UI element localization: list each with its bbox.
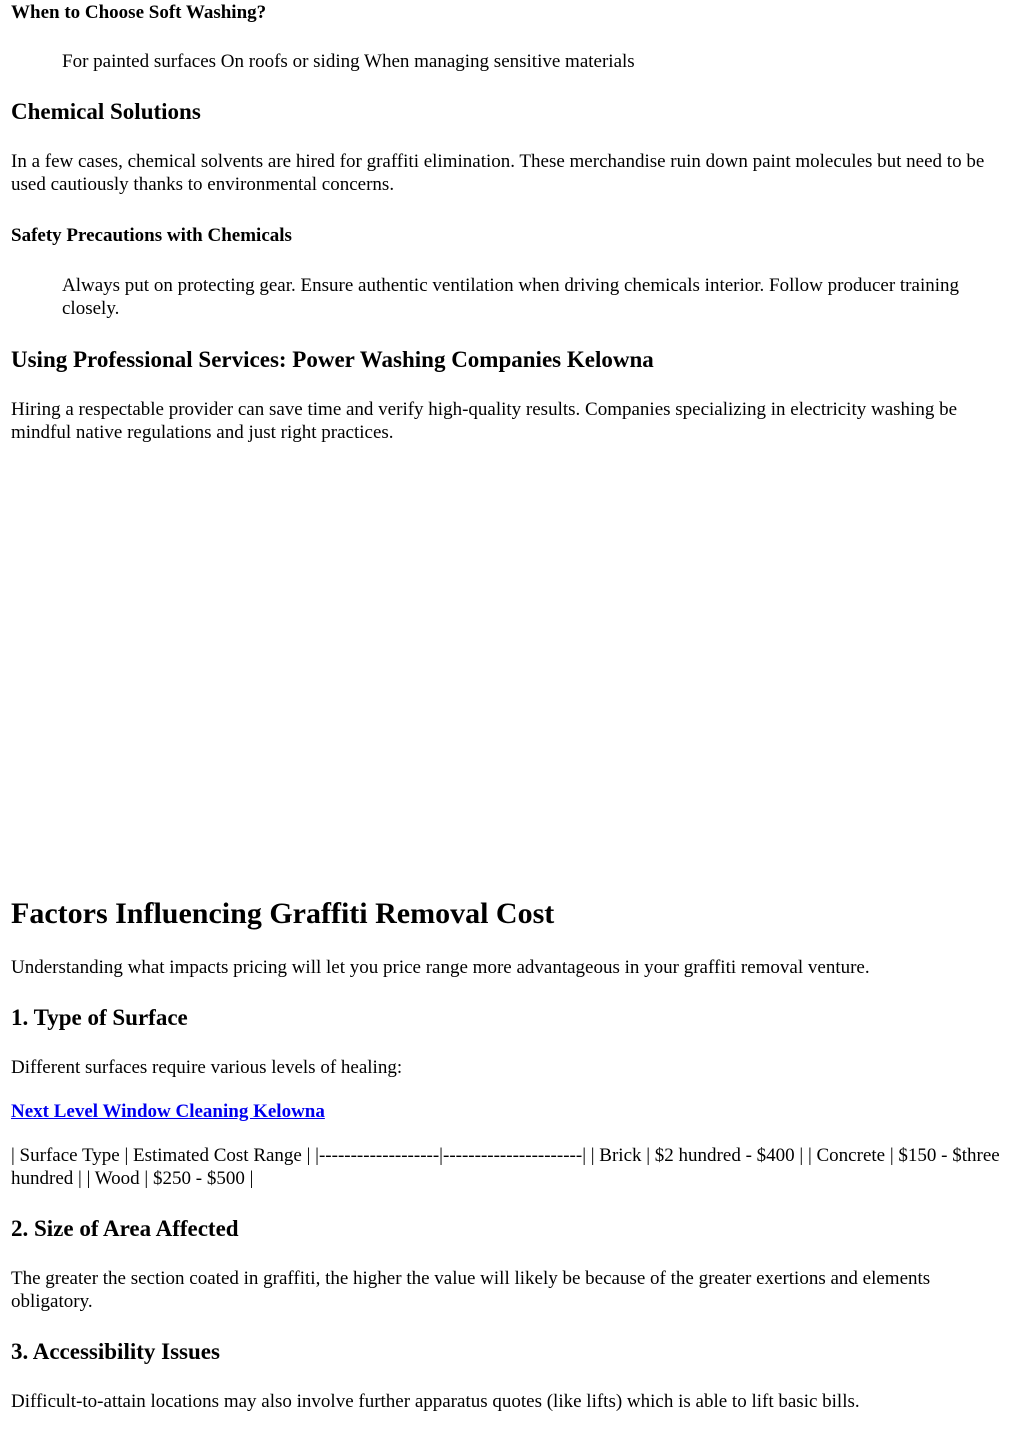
- chemical-paragraph: In a few cases, chemical solvents are hired for graffiti elimination. These merchandise ruin down paint molecules but need to be used cautiously thanks to environmental concerns.: [11, 151, 985, 195]
- size-heading: 2. Size of Area Affected: [11, 1216, 239, 1241]
- surface-paragraph: Different surfaces require various levels of healing:: [11, 1057, 403, 1078]
- soft-washing-list: For painted surfaces On roofs or siding When managing sensitive materials: [62, 51, 635, 72]
- access-heading: 3. Accessibility Issues: [11, 1339, 220, 1364]
- chemical-heading: Chemical Solutions: [11, 99, 201, 124]
- next-level-window-cleaning-link[interactable]: Next Level Window Cleaning Kelowna: [11, 1101, 325, 1122]
- safety-heading: Safety Precautions with Chemicals: [11, 225, 292, 246]
- professional-heading: Using Professional Services: Power Washing Companies Kelowna: [11, 347, 654, 372]
- factors-paragraph: Understanding what impacts pricing will let you price range more advantageous in your graffiti removal venture.: [11, 957, 870, 978]
- cost-table-text: | Surface Type | Estimated Cost Range | |-------------------|----------------------| | Brick | $2 hundred - $400 | | Concrete | $150 - $three hundred | | Wood | $250 - $500 |: [11, 1145, 1000, 1189]
- safety-list: Always put on protecting gear. Ensure authentic ventilation when driving chemicals interior. Follow producer training closely.: [62, 275, 959, 319]
- soft-washing-heading: When to Choose Soft Washing?: [11, 2, 267, 23]
- professional-paragraph: Hiring a respectable provider can save time and verify high-quality results. Companies specializing in electricity washing be mindful native regulations and just right practices.: [11, 399, 958, 443]
- access-paragraph: Difficult-to-attain locations may also involve further apparatus quotes (like lifts) which is able to lift basic bills.: [11, 1391, 860, 1412]
- size-paragraph: The greater the section coated in graffiti, the higher the value will likely be because of the greater exertions and elements obligatory.: [11, 1268, 931, 1312]
- factors-heading: Factors Influencing Graffiti Removal Cost: [11, 897, 555, 930]
- surface-heading: 1. Type of Surface: [11, 1005, 188, 1030]
